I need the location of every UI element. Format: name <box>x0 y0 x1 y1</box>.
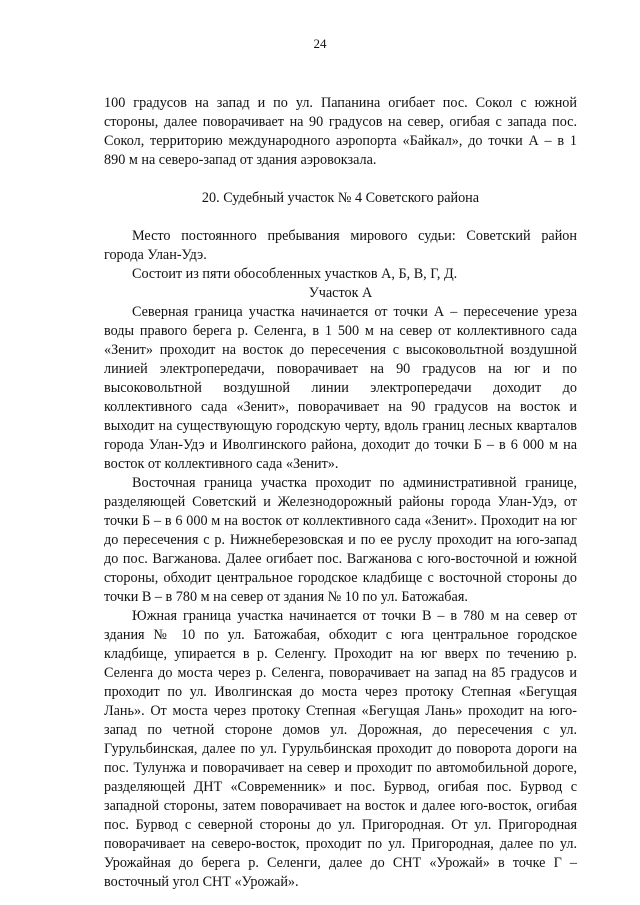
subsection-title: Участок А <box>308 285 373 301</box>
east-boundary-paragraph: Восточная граница участка проходит по административной границе, разделяющей Советский и Железнодорожный районы города Улан-Удэ, от точки Б – в 6 000 м на восток от коллективного сада «Зенит». Проходит на юг до пересечения с р. Нижнеберезовская и по ее руслу проходит на юго-запад до пос. Вагжанова. Далее огибает пос. Вагжанова с юго-восточной и южной стороны, обходит центральное городское кладбище с восточной стороны до точки В – в 780 м на север от здания № 10 по ул. Батожабая. <box>104 475 577 605</box>
page-number: 24 <box>313 36 327 51</box>
south-boundary-paragraph: Южная граница участка начинается от точки В – в 780 м на север от здания № 10 по ул. Батожабая, обходит с юга центральное городское кладбище, упирается в р. Селенгу. Проходит на юг вверх по течению р. Селенга до моста через р. Селенга, поворачивает на запад на 85 градусов и проходит по ул. Иволгинская до моста через протоку Степная «Бегущая Лань». От моста через протоку Степная «Бегущая Лань» проходит на юго-запад по четной стороне домов ул. Дорожная, до пересечения с ул. Гурульбинская, далее по ул. Гурульбинская проходит до поворота дороги на пос. Тулунжа и поворачивает на север и проходит по автомобильной дороге, разделяющей ДНТ «Современник» и пос. Бурвод, огибая пос. Бурвод с западной стороны, затем поворачивает на восток и далее юго-восток, огибая пос. Бурвод с северной стороны до ул. Пригородная. От ул. Пригородная поворачивает на северо-восток, проходит по ул. Пригородная, далее по ул. Урожайная до берега р. Селенги, далее до СНТ «Урожай» в точке Г – восточный угол СНТ «Урожай». <box>104 608 577 890</box>
section-heading: 20. Судебный участок № 4 Советского района <box>201 190 480 206</box>
composition-paragraph: Состоит из пяти обособленных участков А, Б, В, Г, Д. <box>132 266 458 282</box>
intro-paragraph: 100 градусов на запад и по ул. Папанина огибает пос. Сокол с южной стороны, далее поворачивает на 90 градусов на север, огибая с запада пос. Сокол, территорию международного аэропорта «Байкал», до точки А – в 1 890 м на северо-запад от здания аэровокзала. <box>104 95 577 168</box>
document-body <box>104 94 577 892</box>
location-paragraph: Место постоянного пребывания мирового судьи: Советский район города Улан-Удэ. <box>104 228 577 263</box>
north-boundary-paragraph: Северная граница участка начинается от точки А – пересечение уреза воды правого берега р. Селенга, в 1 500 м на север от коллективного сада «Зенит» проходит на восток до пересечения с высоковольтной воздушной линией электропередачи, поворачивает на 90 градусов на юг и по высоковольтной воздушной линии электропередачи доходит до коллективного сада «Зенит», поворачивает на 90 градусов на восток и выходит на существующую городскую черту, вдоль границ лесных кварталов города Улан-Удэ и Иволгинского района, доходит до точки Б – в 6 000 м на восток от коллективного сада «Зенит». <box>104 304 577 472</box>
